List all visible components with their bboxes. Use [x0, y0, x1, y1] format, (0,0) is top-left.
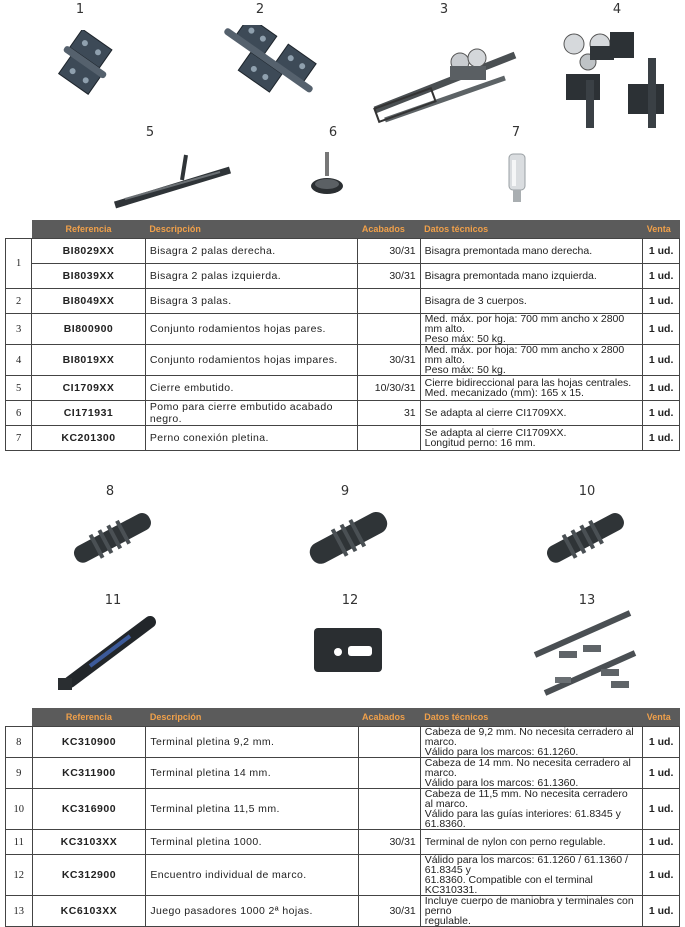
- header-descripcion: Descripción: [145, 220, 358, 239]
- reference-cell: CI1709XX: [32, 376, 146, 401]
- reference-cell: KC312900: [32, 855, 146, 896]
- finish-cell: 30/31: [358, 830, 420, 855]
- finish-cell: 30/31: [358, 264, 420, 289]
- table-row: [6, 239, 680, 264]
- sale-unit-cell: 1 ud.: [643, 376, 680, 401]
- tech-data-line: 61.8360. Compatible con el terminal KC310331.: [424, 874, 593, 896]
- reference-cell: BI8049XX: [32, 289, 146, 314]
- pin-set-image: [525, 605, 640, 700]
- tech-data-line: Longitud perno: 16 mm.: [424, 437, 536, 449]
- row-number: 8: [6, 727, 33, 758]
- tech-data-cell: [420, 376, 643, 401]
- tech-data-line: Med. máx. por hoja: 700 mm ancho x 2800 mm alto.: [424, 344, 625, 366]
- finish-cell: 30/31: [358, 345, 420, 376]
- row-number: 7: [6, 426, 32, 451]
- reference-cell: KC6103XX: [32, 896, 146, 927]
- terminal-9-2-image: [62, 505, 162, 570]
- table-row: [6, 314, 680, 345]
- sale-unit-cell: 1 ud.: [643, 727, 680, 758]
- row-number: 2: [6, 289, 32, 314]
- table-row: [6, 426, 680, 451]
- tech-data-line: Válido para los marcos: 61.1260 / 61.1360 / 61.8345 y: [424, 854, 628, 876]
- row-number: 3: [6, 314, 32, 345]
- sale-unit-cell: 1 ud.: [643, 855, 680, 896]
- header-datos: Datos técnicos: [420, 708, 643, 727]
- tech-data-cell: [420, 314, 643, 345]
- finish-cell: [358, 426, 420, 451]
- product-table-2: [5, 708, 680, 927]
- reference-cell: BI800900: [32, 314, 146, 345]
- tech-data-line: Med. mecanizado (mm): 165 x 15.: [424, 387, 584, 399]
- tech-data-cell: [420, 789, 643, 830]
- tech-data-line: Se adapta al cierre CI1709XX.: [424, 407, 567, 419]
- table-row: [6, 345, 680, 376]
- finish-cell: 31: [358, 401, 420, 426]
- reference-cell: KC310900: [32, 727, 146, 758]
- description-cell: Cierre embutido.: [145, 376, 358, 401]
- bearing-set-odd-image: [560, 22, 685, 132]
- tech-data-line: regulable.: [424, 915, 471, 927]
- table-row: [6, 758, 680, 789]
- table-row: [6, 289, 680, 314]
- image-number: 8: [105, 484, 115, 499]
- description-cell: Perno conexión pletina.: [145, 426, 358, 451]
- tech-data-cell: [420, 345, 643, 376]
- finish-cell: [358, 289, 420, 314]
- description-cell: Juego pasadores 1000 2ª hojas.: [146, 896, 358, 927]
- sale-unit-cell: 1 ud.: [643, 289, 680, 314]
- description-cell: Bisagra 2 palas derecha.: [145, 239, 358, 264]
- description-cell: Bisagra 2 palas izquierda.: [145, 264, 358, 289]
- reference-cell: BI8039XX: [32, 264, 146, 289]
- row-number: 10: [6, 789, 33, 830]
- table-row: [6, 855, 680, 896]
- table-header: [6, 708, 680, 727]
- description-cell: Terminal pletina 11,5 mm.: [146, 789, 358, 830]
- finish-cell: 30/31: [358, 239, 420, 264]
- sale-unit-cell: 1 ud.: [643, 314, 680, 345]
- tech-data-line: Cierre bidireccional para las hojas centrales.: [424, 377, 632, 389]
- table-row: [6, 401, 680, 426]
- sale-unit-cell: 1 ud.: [643, 345, 680, 376]
- row-number: 12: [6, 855, 33, 896]
- image-number: 1: [75, 2, 85, 17]
- terminal-1000-image: [50, 612, 160, 694]
- tech-data-cell: [420, 896, 643, 927]
- finish-cell: [358, 789, 420, 830]
- row-number: 11: [6, 830, 33, 855]
- sale-unit-cell: 1 ud.: [643, 401, 680, 426]
- reference-cell: KC311900: [32, 758, 146, 789]
- sale-unit-cell: 1 ud.: [643, 789, 680, 830]
- description-cell: Encuentro individual de marco.: [146, 855, 358, 896]
- finish-cell: 10/30/31: [358, 376, 420, 401]
- table-row: [6, 830, 680, 855]
- image-number: 2: [255, 2, 265, 17]
- hinge-2-leaves-image: [48, 30, 118, 100]
- tech-data-cell: [420, 758, 643, 789]
- reference-cell: KC201300: [32, 426, 146, 451]
- tech-data-line: Cabeza de 14 mm. No necesita cerradero al marco.: [424, 757, 631, 779]
- finish-cell: 30/31: [358, 896, 420, 927]
- image-number: 5: [145, 125, 155, 140]
- tech-data-line: Med. máx. por hoja: 700 mm ancho x 2800 mm alto.: [424, 313, 625, 335]
- tech-data-cell: [420, 401, 643, 426]
- tech-data-cell: [420, 855, 643, 896]
- reference-cell: KC316900: [32, 789, 146, 830]
- image-number: 9: [340, 484, 350, 499]
- description-cell: Conjunto rodamientos hojas pares.: [145, 314, 358, 345]
- tech-data-cell: [420, 264, 643, 289]
- tech-data-cell: [420, 727, 643, 758]
- knob-image: [305, 148, 349, 208]
- image-number: 11: [104, 593, 122, 608]
- connection-pin-image: [500, 148, 534, 210]
- tech-data-cell: [420, 239, 643, 264]
- reference-cell: CI171931: [32, 401, 146, 426]
- image-number: 4: [612, 2, 622, 17]
- image-number: 3: [439, 2, 449, 17]
- table-row: [6, 896, 680, 927]
- sale-unit-cell: 1 ud.: [643, 264, 680, 289]
- terminal-14-image: [298, 505, 398, 570]
- image-number: 6: [328, 125, 338, 140]
- row-number: 13: [6, 896, 33, 927]
- sale-unit-cell: 1 ud.: [643, 239, 680, 264]
- tech-data-line: Cabeza de 11,5 mm. No necesita cerradero al marco.: [424, 788, 628, 810]
- row-number: 6: [6, 401, 32, 426]
- finish-cell: [358, 727, 420, 758]
- sale-unit-cell: 1 ud.: [643, 896, 680, 927]
- row-number: 9: [6, 758, 33, 789]
- frame-keeper-image: [308, 622, 388, 677]
- description-cell: Bisagra 3 palas.: [145, 289, 358, 314]
- tech-data-line: Bisagra de 3 cuerpos.: [424, 295, 527, 307]
- hinge-3-leaves-image: [205, 25, 325, 110]
- bearing-set-pairs-image: [365, 40, 525, 125]
- tech-data-line: Válido para los marcos: 61.1260.: [424, 746, 579, 758]
- tech-data-line: Válido para los marcos: 61.1360.: [424, 777, 579, 789]
- tech-data-cell: [420, 289, 643, 314]
- header-datos: Datos técnicos: [420, 220, 643, 239]
- tech-data-line: Peso máx: 50 kg.: [424, 364, 506, 376]
- tech-data-line: Incluye cuerpo de maniobra y terminales con perno: [424, 895, 634, 917]
- sale-unit-cell: 1 ud.: [643, 830, 680, 855]
- tech-data-line: Cabeza de 9,2 mm. No necesita cerradero al marco.: [424, 726, 634, 748]
- recessed-latch-image: [110, 150, 235, 212]
- finish-cell: [358, 855, 420, 896]
- tech-data-line: Válido para las guías interiores: 61.8345 y 61.8360.: [424, 808, 621, 830]
- header-acabados: Acabados: [358, 708, 420, 727]
- description-cell: Terminal pletina 14 mm.: [146, 758, 358, 789]
- description-cell: Pomo para cierre embutido acabado negro.: [145, 401, 358, 426]
- header-venta: Venta: [643, 708, 680, 727]
- row-number: 5: [6, 376, 32, 401]
- table-row: [6, 727, 680, 758]
- image-number: 7: [511, 125, 521, 140]
- reference-cell: BI8029XX: [32, 239, 146, 264]
- table-row: [6, 789, 680, 830]
- table-row: [6, 376, 680, 401]
- row-number: 4: [6, 345, 32, 376]
- product-table-1: [5, 220, 680, 451]
- tech-data-line: Bisagra premontada mano izquierda.: [424, 270, 597, 282]
- tech-data-line: Peso máx: 50 kg.: [424, 333, 506, 345]
- header-referencia: Referencia: [32, 708, 146, 727]
- header-descripcion: Descripción: [146, 708, 358, 727]
- finish-cell: [358, 758, 420, 789]
- table-row: [6, 264, 680, 289]
- sale-unit-cell: 1 ud.: [643, 426, 680, 451]
- table-header: [6, 220, 680, 239]
- finish-cell: [358, 314, 420, 345]
- description-cell: Terminal pletina 9,2 mm.: [146, 727, 358, 758]
- description-cell: Terminal pletina 1000.: [146, 830, 358, 855]
- header-referencia: Referencia: [32, 220, 146, 239]
- header-venta: Venta: [643, 220, 680, 239]
- image-number: 10: [578, 484, 596, 499]
- tech-data-line: Terminal de nylon con perno regulable.: [424, 836, 606, 848]
- tech-data-cell: [420, 426, 643, 451]
- image-number: 12: [341, 593, 359, 608]
- row-number: 1: [6, 239, 32, 289]
- header-acabados: Acabados: [358, 220, 420, 239]
- tech-data-line: Se adapta al cierre CI1709XX.: [424, 427, 567, 439]
- tech-data-line: Bisagra premontada mano derecha.: [424, 245, 593, 257]
- tech-data-cell: [420, 830, 643, 855]
- reference-cell: BI8019XX: [32, 345, 146, 376]
- sale-unit-cell: 1 ud.: [643, 758, 680, 789]
- image-number: 13: [578, 593, 596, 608]
- reference-cell: KC3103XX: [32, 830, 146, 855]
- description-cell: Conjunto rodamientos hojas impares.: [145, 345, 358, 376]
- terminal-11-5-image: [535, 505, 635, 570]
